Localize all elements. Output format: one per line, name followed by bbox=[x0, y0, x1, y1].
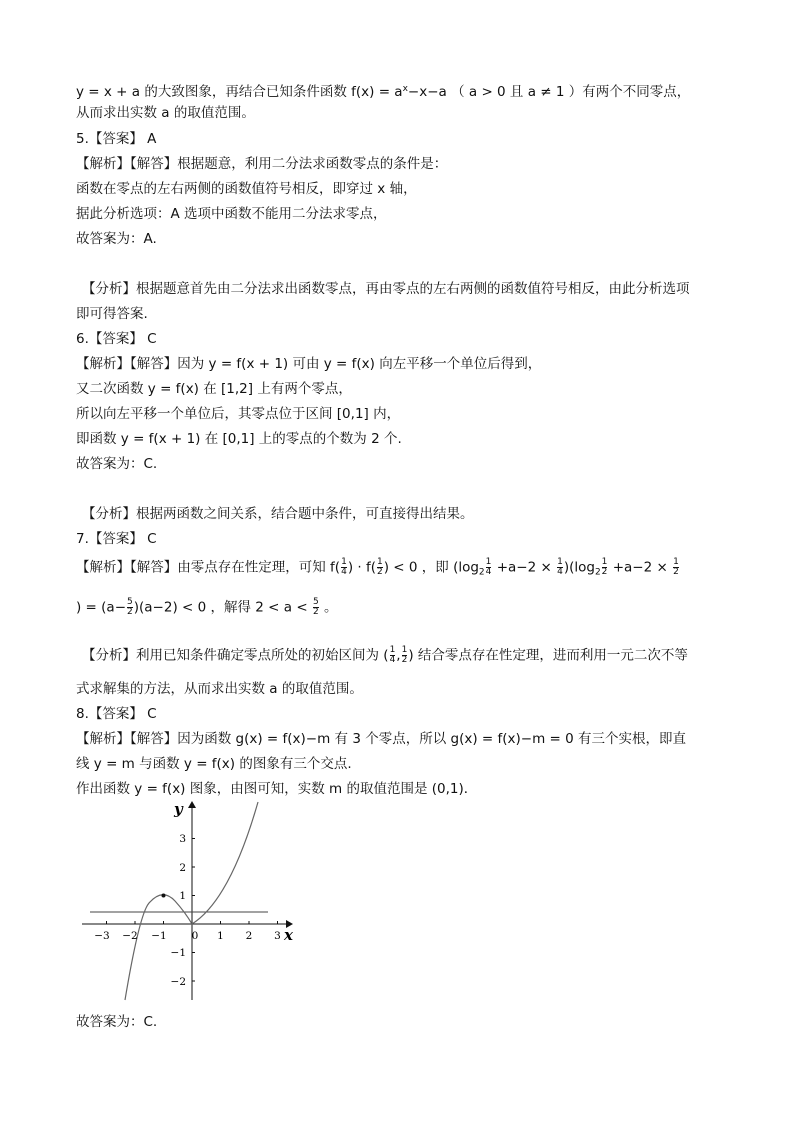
text-line: 据此分析选项：A 选项中函数不能用二分法求零点， bbox=[76, 206, 387, 222]
text-line: 即可得答案. bbox=[76, 306, 148, 322]
x-tick-label: −3 bbox=[94, 930, 110, 942]
text-line: 式求解集的方法，从而求出实数 a 的取值范围。 bbox=[76, 681, 363, 697]
y-tick-label: −2 bbox=[170, 976, 186, 988]
text-line: 故答案为：C. bbox=[76, 1014, 158, 1030]
x-tick-label: 2 bbox=[245, 930, 253, 942]
solution-8: 【解析】【解答】因为函数 g(x) = f(x)−m 有 3 个零点，所以 g(x) = f(x)−m = 0 有三个实根，即直 bbox=[76, 731, 687, 747]
text-line: 函数在零点的左右两侧的函数值符号相反，即穿过 x 轴， bbox=[76, 181, 417, 197]
x-tick-label: 0 bbox=[191, 930, 199, 942]
analysis-7: 【分析】利用已知条件确定零点所处的初始区间为 ( $\frac{1}{4}$ , $\frac{1}{2}$ ) 结合零点存在性定理，进而利用一元二次不等 bbox=[82, 645, 688, 665]
y-tick-label: 1 bbox=[179, 890, 186, 902]
answer-5: 5.【答案】 A bbox=[76, 131, 157, 147]
function-graph bbox=[80, 800, 310, 1005]
text-line: y = x + a 的大致图象，再结合已知条件函数 $f(x) = a^x-x-a$ （ a > 0 且 a ≠ 1 ）有两个不同零点， bbox=[76, 84, 691, 100]
x-tick-label: 1 bbox=[217, 930, 224, 942]
x-tick-label: −2 bbox=[122, 930, 138, 942]
text-line: 又二次函数 y = f(x) 在 [1,2] 上有两个零点， bbox=[76, 381, 352, 397]
answer-7: 7.【答案】 C bbox=[76, 531, 157, 547]
x-axis-label: x bbox=[284, 926, 293, 944]
text-line: 从而求出实数 a 的取值范围。 bbox=[76, 105, 255, 121]
answer-8: 8.【答案】 C bbox=[76, 706, 157, 722]
text-line: 故答案为：A. bbox=[76, 231, 157, 247]
text-line: 线 y = m 与函数 y = f(x) 的图象有三个交点. bbox=[76, 756, 352, 772]
y-tick-label: −1 bbox=[170, 947, 186, 959]
solution-6: 【解析】【解答】因为 y = f(x + 1) 可由 y = f(x) 向左平移一个单位后得到， bbox=[76, 356, 542, 372]
x-tick-labels bbox=[94, 930, 281, 942]
text-line: 故答案为：C. bbox=[76, 456, 158, 472]
text-line: 即函数 y = f(x + 1) 在 [0,1] 上的零点的个数为 2 个. bbox=[76, 431, 402, 447]
x-tick-label: 3 bbox=[274, 930, 281, 942]
answer-6: 6.【答案】 C bbox=[76, 331, 157, 347]
text-line: 所以向左平移一个单位后，其零点位于区间 [0,1] 内， bbox=[76, 406, 401, 422]
y-tick-label: 3 bbox=[179, 833, 186, 845]
text-line: ) = (a− $\frac{5}{2}$ )(a−2) < 0 ，解得 2 < a < $\frac{5}{2}$ 。 bbox=[76, 597, 338, 617]
x-tick-label: −1 bbox=[151, 930, 167, 942]
local-max-point bbox=[162, 894, 166, 898]
text-line: 作出函数 y = f(x) 图象，由图可知，实数 m 的取值范围是 (0,1)． bbox=[76, 781, 478, 797]
solution-5: 【解析】【解答】根据题意，利用二分法求函数零点的条件是： bbox=[76, 156, 448, 172]
y-tick-label: 2 bbox=[179, 862, 186, 874]
analysis-6: 【分析】根据两函数之间关系，结合题中条件，可直接得出结果。 bbox=[82, 506, 474, 522]
solution-7: 【解析】【解答】由零点存在性定理，可知 f( $\frac{1}{4}$ ) · f( $\frac{1}{2}$ ) < 0 ，即 ($\log_2$ $\frac{1}{4}$ +a−2 × $\frac{1}{4}$ )($\log_2$ $\frac{1}{2}$ +a−2 × $\frac{1}{2}$ bbox=[76, 557, 679, 578]
y-axis-label: y bbox=[174, 800, 183, 818]
analysis-5: 【分析】根据题意首先由二分法求出函数零点，再由零点的左右两侧的函数值符号相反，由此分析选项 bbox=[82, 281, 690, 297]
